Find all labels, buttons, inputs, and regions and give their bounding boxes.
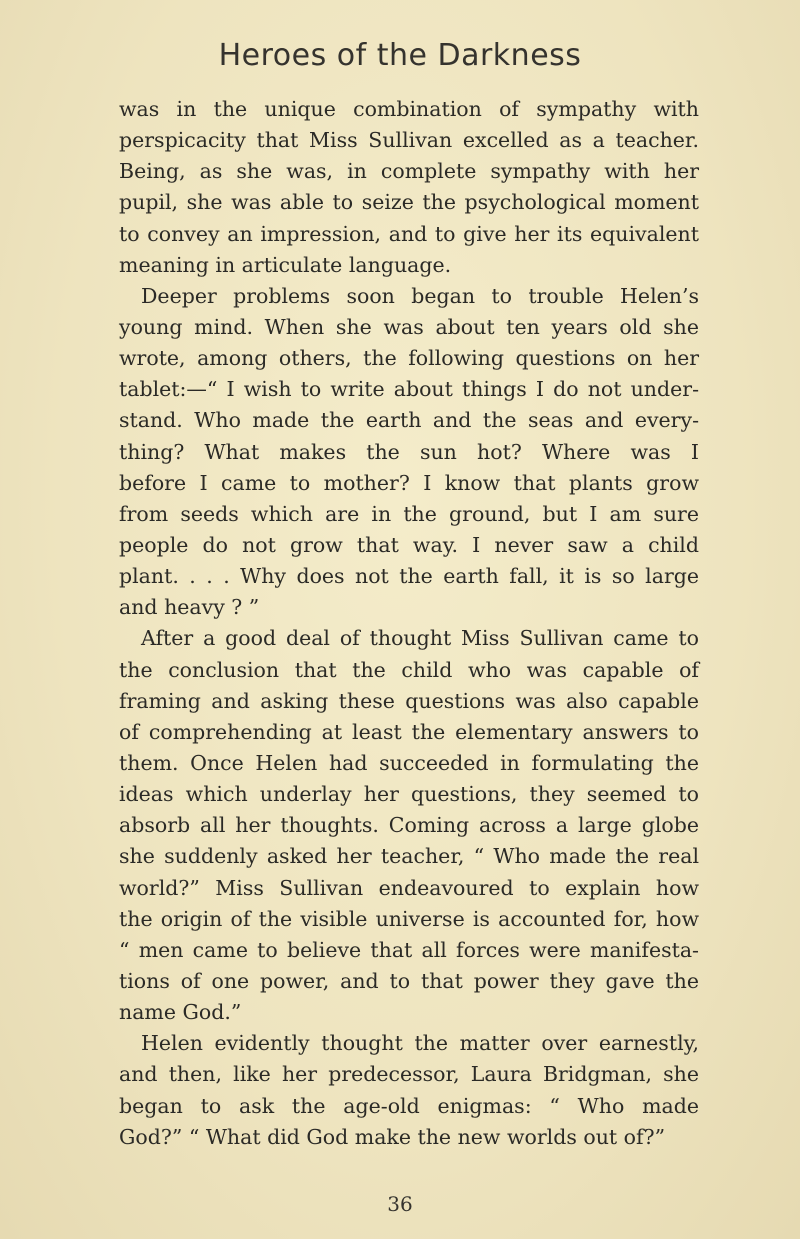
text-line: was in the unique combination of sympathy with: [119, 97, 699, 121]
text-line: plant. . . . Why does not the earth fall, it is so large: [119, 564, 699, 589]
text-line: tablet:—“ I wish to write about things I do not under-: [119, 377, 699, 402]
body-text: [119, 94, 699, 1153]
text-line: Helen evidently thought the matter over earnestly,: [141, 1031, 699, 1056]
text-line: from seeds which are in the ground, but I am sure: [119, 501, 699, 526]
text-line: Deeper problems soon began to trouble Helen’s: [141, 283, 699, 308]
text-line: framing and asking these questions was also capable: [119, 688, 699, 713]
text-line: she suddenly asked her teacher, “ Who made the real: [119, 844, 699, 869]
running-title: Heroes of the Darkness: [218, 38, 582, 73]
text-line: to convey an impression, and to give her its equivalent: [119, 221, 699, 246]
text-line: them. Once Helen had succeeded in formulating the: [119, 750, 699, 775]
text-line: “ men came to believe that all forces were manifesta-: [119, 937, 699, 962]
text-line: Being, as she was, in complete sympathy with her: [119, 159, 699, 184]
text-line: name God.”: [119, 1000, 242, 1025]
text-line: perspicacity that Miss Sullivan excelled as a teacher.: [119, 128, 699, 153]
text-line: God?” “ What did God make the new worlds out of?”: [119, 1124, 666, 1149]
page-number: 36: [387, 1192, 413, 1216]
text-line: After a good deal of thought Miss Sullivan came to: [141, 626, 699, 651]
text-line: began to ask the age-old enigmas: “ Who made: [119, 1093, 699, 1118]
text-line: and heavy ? ”: [119, 595, 260, 620]
text-line: thing? What makes the sun hot? Where was I: [119, 439, 699, 464]
text-line: young mind. When she was about ten years old she: [119, 314, 699, 339]
text-line: pupil, she was able to seize the psychological moment: [119, 190, 699, 215]
text-line: absorb all her thoughts. Coming across a large globe: [119, 813, 699, 838]
text-line: tions of one power, and to that power they gave the: [119, 968, 699, 993]
text-line: of comprehending at least the elementary answers to: [119, 719, 699, 744]
text-line: and then, like her predecessor, Laura Bridgman, she: [119, 1062, 699, 1087]
text-line: the conclusion that the child who was capable of: [119, 657, 699, 682]
text-line: world?” Miss Sullivan endeavoured to explain how: [119, 875, 699, 900]
text-line: ideas which underlay her questions, they seemed to: [119, 782, 699, 807]
text-line: stand. Who made the earth and the seas and every-: [119, 408, 699, 433]
text-line: before I came to mother? I know that plants grow: [119, 470, 699, 495]
text-line: people do not grow that way. I never saw a child: [119, 532, 699, 557]
text-line: the origin of the visible universe is accounted for, how: [119, 906, 699, 931]
text-line: meaning in articulate language.: [119, 252, 452, 277]
text-line: wrote, among others, the following questions on her: [119, 346, 699, 371]
